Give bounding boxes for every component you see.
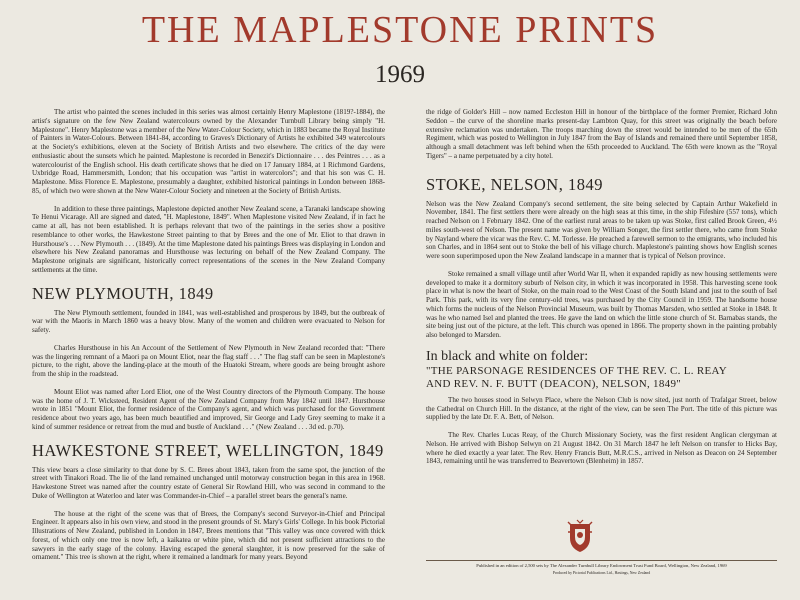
page-year: 1969 [375,61,425,88]
new-plymouth-paragraph-2: Charles Hursthouse in his An Account of the Settlement of New Plymouth in New Zealand recorded that: "There was the lingering remnant of a Maori pa on Mount Eliot, near the flag staff . . ." The flag staff can be seen in Maplestone's picture, to the right, above the landing-place at the mouth of the Huatoki Stream, where goods are being brought ashore from the ship in the roadstead. [32,343,385,378]
folder-paragraph-2: The Rev. Charles Lucas Reay, of the Church Missionary Society, was the first resident Anglican clergyman at Nelson. He arrived with Bishop Selwyn on 21 August 1842. On 31 March 1847 he left Nelson on transfer to Hicks Bay, where he died exactly a year later. The Rev. Henry Francis Butt, M.R.C.S., arrived in Nelson as Deacon on 24 September 1843, remaining until he was transferred to Beavertown (Blenheim) in 1857. [426,431,777,466]
footer-rule [426,560,777,561]
folder-subtitle-line-1: "THE PARSONAGE RESIDENCES OF THE REV. C. L. REAY [426,364,727,377]
stoke-paragraph-2: Stoke remained a small village until after World War II, when it expanded rapidly as new housing settlements were developed to make it a dormitory suburb of Nelson city, in which it was incorporated in 1958. This harvesting scene took place in what is now the heart of Stoke, on the main road to the West Coast of the South Island and just to the south of Isel Park. This park, with its very fine century-old trees, was purchased by the City Council in 1959. The handsome house which forms the nucleus of the Nelson Provincial Museum, was built by Thomas Marsden, who settled at Stoke in 1848. It was he who named Isel and planted the trees. He gave the land on which the little stone church of St. Barnabas stands, the site being just out of the picture, at the left. This church was opened in 1866. The property shown in the painting probably also belonged to Marsden. [426,269,777,339]
stoke-paragraph-1: Nelson was the New Zealand Company's second settlement, the site being selected by Captain Arthur Wakefield in November, 1841. The first settlers there were already on the high seas at this time, in the ship Fifeshire (557 tons), which reached Nelson on 1 February 1842. One of the earliest rural areas to be taken up was Stoke, first called Brook Green, 4½ miles south-west of Nelson. The present name was given by William Songer, the first settler there, who came from Stoke by Nayland where the vicar was the Rev. C. M. Torlesse. He preached a farewell sermon to the emigrants, who included his son Charles, and in 1864 sent out to Stoke the bell of his village church. Maplestone's painting shows how English scenes were soon superimposed upon the New Zealand landscape in a manner that is typical of Nelson province. [426,199,777,260]
left-column [32,108,385,562]
page-title: THE MAPLESTONE PRINTS [141,9,659,51]
hawkestone-continued-paragraph: the ridge of Golder's Hill – now named Eccleston Hill in honour of the birthplace of the former Premier, Richard John Seddon – the curve of the shoreline marks present-day Lambton Quay, for this street was originally the beach before extensive reclamation was undertaken. The troops marching down the street would be intended to be men of the 65th Regiment, which was posted to Wellington in July 1847 from the Bay of Islands and remained there until September 1858, although a small detachment was left behind when the 65th proceeded to Auckland. The 65th were known as the "Royal Tigers" – a name perpetuated by a city hotel. [426,108,777,160]
hawkestone-heading: HAWKESTONE STREET, WELLINGTON, 1849 [32,440,384,460]
crest-icon [566,518,594,554]
footer-publication-line: Published in an edition of 2,500 sets by The Alexander Turnbull Library Endowment Trust Fund Board, Wellington, New Zealand, 1969 [476,563,727,568]
intro-paragraph-2: In addition to these three paintings, Maplestone depicted another New Zealand scene, a Taranaki landscape showing Te Henui Vicarage. All are signed and dated, "H. Maplestone, 1849". When Maplestone visited New Zealand, if in fact he came at all, has not been established. It is perhaps relevant that two of the paintings in the series show a positive resemblance to other works, the Hawkestone Street painting to that by Brees and the one of Mr. Eliot to that drawn in Hursthouse's . . . New Plymouth . . . (1849). At the time Maplestone dated his paintings Brees was displaying in London and elsewhere his New Zealand panoramas and Hursthouse was lecturing on behalf of the New Zealand Company. The Maplestone originals are significant, historically correct representations of the scenes in the New Zealand Company settlements at the time. [32,204,385,274]
intro-paragraph-1: The artist who painted the scenes included in this series was almost certainly Henry Maplestone (1819?-1884), the artist's signature on the few New Zealand watercolours owned by the Alexander Turnbull Library being simply "H. Maplestone". Henry Maplestone was a member of the New Water-Colour Society, which in 1883 became the Royal Institute of Painters in Water-Colours. Between 1841-84, according to Graves's Dictionary of Artists he exhibited 349 watercolours at the Society's exhibitions, eleven at the Society of British Artists and two elsewhere. The critics of the day were enthusiastic about the sunsets which he painted. Maplestone is recorded in Benezit's Dictionnaire . . . des Peintres . . . as a watercolourist of the English school. His death certificate shows that he died on 17 January 1884, at 1 Richmond Gardens, Uxbridge Road, Hammersmith, London; that his occupation was "artist in watercolors"; and that his son was C. H. Maplestone. Miss Florence E. Maplestone, presumably a daughter, exhibited historical paintings in London between 1868-85, of which two were shown at the New Water-Colour Society and nineteen at the Society of British Artists. [32,108,385,195]
hawkestone-paragraph-2: The house at the right of the scene was that of Brees, the Company's second Surveyor-in-Chief and Principal Engineer. It appears also in his own view, and stood in the present grounds of St. Mary's Girls' College. In his book Pictorial Illustrations of New Zealand, published in London in 1847, Brees mentions that "This valley was once covered with thick forest, of which only one tree is now left, a kaikatea or white pine, which did not present sufficient attractions to the sawyers in the early stage of the colony. Having escaped the general slaughter, it is now preserved for the sake of ornament." This tree is shown at the right, where it remained a landmark for many years. Beyond [32,509,385,562]
folder-heading: In black and white on folder: [426,348,589,364]
hawkestone-paragraph-1: This view bears a close similarity to that done by S. C. Brees about 1843, taken from the same spot, the junction of the street with Tinakori Road. The lie of the land remained unchanged until motorway construction began in this area in 1968. Hawkestone Street was named after the country estate of General Sir Rowland Hill, who was second in command to the Duke of Wellington at Waterloo and later was Commander-in-Chief – a parallel street bears the general's name. [32,465,385,500]
folder-subtitle-line-2: AND REV. N. F. BUTT (DEACON), NELSON, 1849" [426,377,682,390]
footer-producer-line: Produced by Pictorial Publications Ltd., Hastings, New Zealand [552,571,651,575]
stoke-heading: STOKE, NELSON, 1849 [426,174,603,194]
new-plymouth-heading: NEW PLYMOUTH, 1849 [32,283,214,303]
folder-paragraph-1: The two houses stood in Selwyn Place, where the Nelson Club is now sited, just north of Trafalgar Street, below the Cathedral on Church Hill. In the distance, at the right of the view, can be seen The Port. The title of this picture was supplied by the late Dr. F. A. Bett, of Nelson. [426,395,777,422]
new-plymouth-paragraph-3: Mount Eliot was named after Lord Eliot, one of the West Country directors of the Plymouth Company. The house was the home of J. T. Wicksteed, Resident Agent of the New Zealand Company from May 1842 until 1847. Hursthouse wrote in 1851 "Mount Eliot, the former residence of the Company's agent, and which was purchased for the Government residence about two years ago, has been much beautified and improved, Sir George and Lady Grey seeming to make it a kind of summer residence or retreat from the mud and bustle of Auckland . . ." (New Zealand . . . 3d ed. p.70). [32,387,385,431]
right-column [426,108,777,466]
new-plymouth-paragraph-1: The New Plymouth settlement, founded in 1841, was well-established and prosperous by 1849, but the outbreak of war with the Maoris in March 1860 was a heavy blow. Many of the women and children were evacuated to Nelson for safety. [32,308,385,334]
